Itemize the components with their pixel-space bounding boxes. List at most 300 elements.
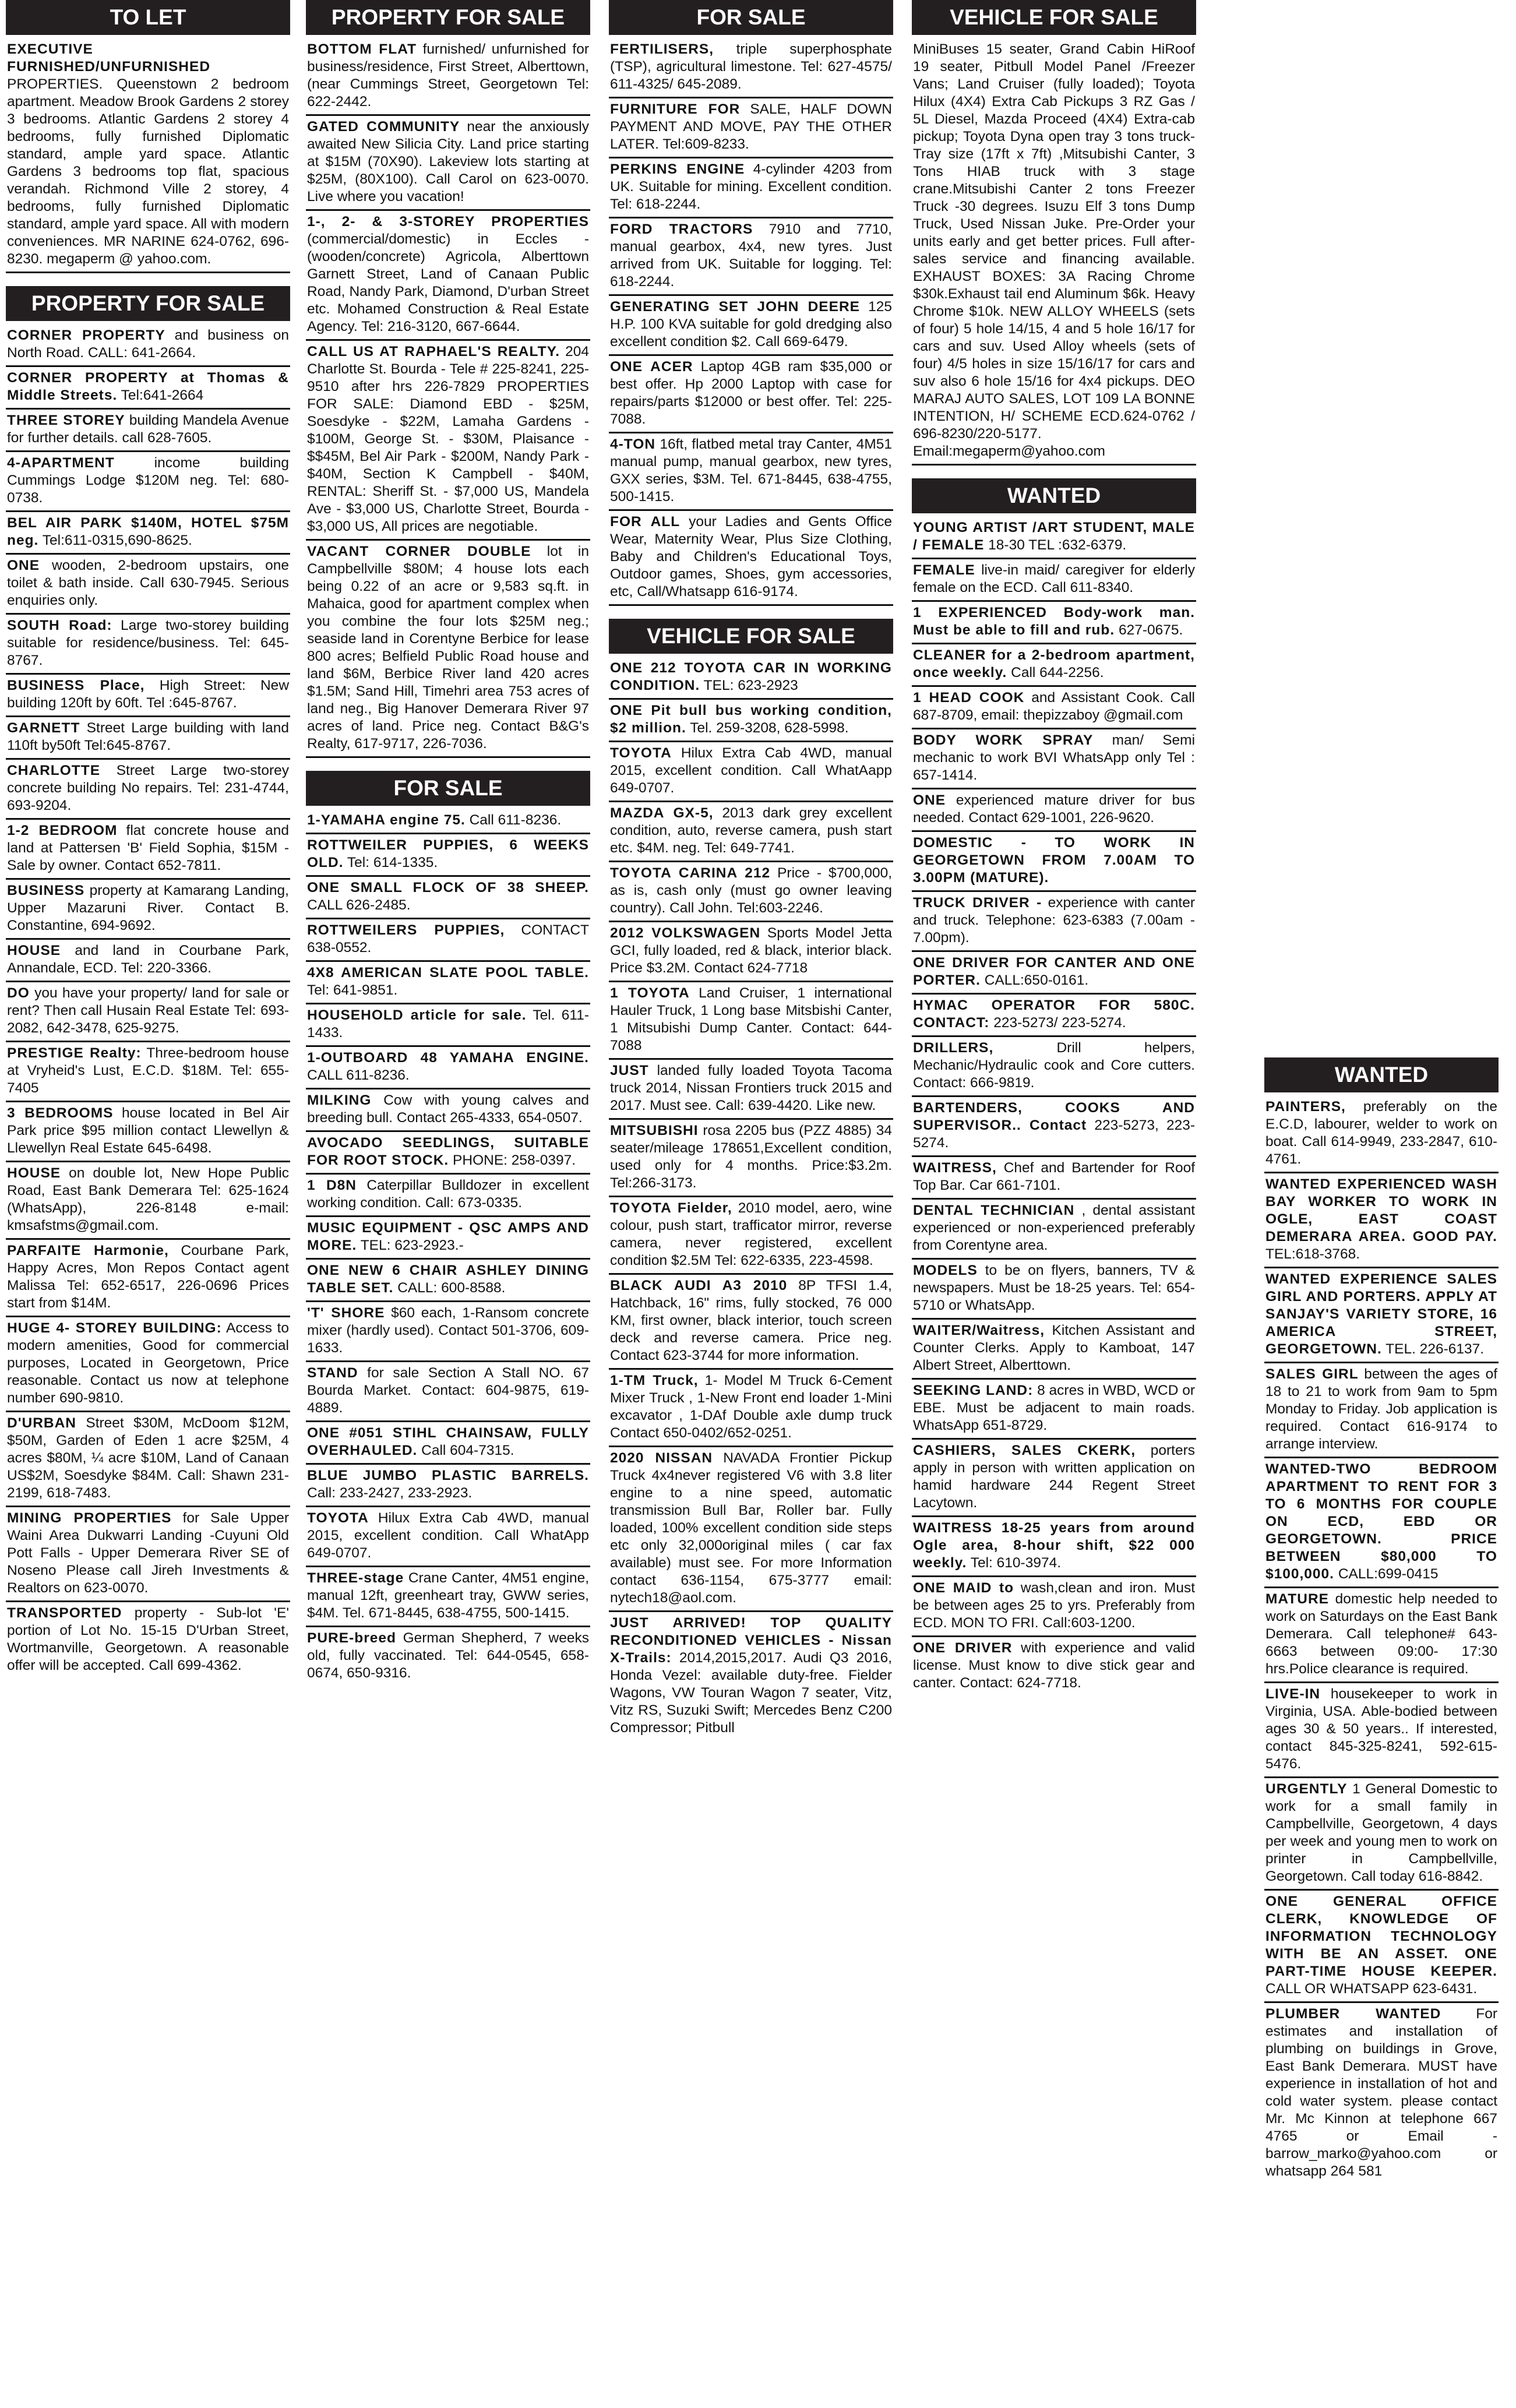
section-heading: PROPERTY FOR SALE bbox=[306, 0, 590, 35]
ad-text: live-in maid/ caregiver for elderly female on the ECD. Call 611-8340. bbox=[913, 562, 1195, 595]
ad-lead: CASHIERS, SALES CKERK, bbox=[913, 1443, 1136, 1458]
ad-lead: MITSUBISHI bbox=[610, 1123, 699, 1138]
classified-ad bbox=[6, 1605, 290, 1678]
section-gap bbox=[306, 760, 590, 771]
ad-text: Price - $700,000, as is, cash only (must go owner leaving country). Call John. Tel:603-2246. bbox=[610, 865, 893, 916]
ad-text: 8 acres in WBD, WCD or EBE. Must be adjacent to main roads. WhatsApp 651-8729. bbox=[913, 1383, 1196, 1433]
ad-text: For estimates and installation of plumbing on buildings in Grove, East Bank Demerara. MUST have experience in installation of hot and cold water system. please contact Mr. Mc Kinnon at telephone 667 4765 or Email - barrow_marko@yahoo.com or whatsapp 264 581 bbox=[1265, 2006, 1498, 2179]
ad-lead: URGENTLY bbox=[1265, 1781, 1348, 1797]
classified-ad bbox=[306, 1092, 590, 1132]
ad-text: High Street: New building 120ft by 60ft. Tel :645-8767. bbox=[7, 678, 290, 711]
ad-lead: BEL AIR PARK $140M, HOTEL $75M neg. bbox=[7, 515, 289, 548]
ad-text: Call 604-7315. bbox=[421, 1443, 514, 1458]
ad-lead: ONE Pit bull bus working condition, $2 million. bbox=[610, 703, 892, 736]
ad-text: 2013 dark grey excellent condition, auto, reverse camera, push start etc. $4M. neg. Tel: 649-7741. bbox=[610, 805, 893, 856]
ad-text: Kitchen Assistant and Counter Clerks. Apply to Kamboat, 147 Albert Street, Alberttown. bbox=[913, 1323, 1195, 1373]
ad-lead: GENERATING SET JOHN DEERE bbox=[610, 299, 860, 315]
ad-text: Drill helpers, Mechanic/Hydraulic cook and Core cutters. Contact: 666-9819. bbox=[913, 1040, 1195, 1091]
column-3 bbox=[609, 0, 893, 1743]
classified-ad bbox=[306, 1510, 590, 1567]
ad-lead: GARNETT bbox=[7, 720, 80, 736]
classified-ad bbox=[6, 454, 290, 512]
ad-lead: TRUCK DRIVER - bbox=[913, 895, 1042, 911]
ad-text: 1 General Domestic to work for a small family in Campbellville, Georgetown, 4 days per week and young men to work on printer in Campbellville, Georgetown. Call today 616-8842. bbox=[1265, 1781, 1497, 1884]
ad-text: CALL 626-2485. bbox=[307, 897, 411, 913]
ad-lead: TOYOTA bbox=[610, 745, 672, 761]
ad-text: TEL:618-3768. bbox=[1265, 1246, 1360, 1262]
classified-ad bbox=[6, 720, 290, 760]
ad-lead: 4-APARTMENT bbox=[7, 455, 115, 471]
classified-ad bbox=[6, 1165, 290, 1240]
classified-ad bbox=[609, 101, 893, 158]
classified-ad bbox=[912, 41, 1196, 466]
ad-lead: HOUSE bbox=[7, 943, 61, 958]
ad-lead: ONE ACER bbox=[610, 359, 693, 375]
classified-ad bbox=[6, 617, 290, 675]
ad-text: wooden, 2-bedroom upstairs, one toilet & bath inside. Call 630-7945. Serious enquiries only. bbox=[7, 558, 290, 608]
ad-lead: EXECUTIVE FURNISHED/UNFURNISHED bbox=[7, 41, 211, 75]
classified-ad bbox=[6, 1105, 290, 1162]
classified-ad bbox=[306, 812, 590, 834]
classified-ad bbox=[6, 327, 290, 367]
ad-lead: ROTTWEILERS PUPPIES, bbox=[307, 922, 505, 938]
ad-lead: 4X8 AMERICAN SLATE POOL TABLE. bbox=[307, 965, 589, 981]
ad-text: CALL:650-0161. bbox=[984, 972, 1089, 988]
ad-lead: 'T' SHORE bbox=[307, 1305, 385, 1321]
classified-ad bbox=[6, 557, 290, 615]
ad-lead: LIVE-IN bbox=[1265, 1686, 1321, 1702]
ad-lead: DRILLERS, bbox=[913, 1040, 994, 1056]
ad-text: 2014,2015,2017. Audi Q3 2016, Honda Vezel: available duty-free. Fielder Wagons, VW Touran Wagon 7 seater, Vitz, Vitz RS, Suzuki Swift; Mercedes Benz C200 Compressor; Pitbull bbox=[610, 1650, 893, 1736]
section-heading: VEHICLE FOR SALE bbox=[912, 0, 1196, 35]
classified-ad bbox=[912, 1159, 1196, 1200]
ad-lead: ONE 212 TOYOTA CAR IN WORKING CONDITION. bbox=[610, 660, 892, 693]
ad-text: Street Large building with land 110ft by50ft Tel:645-8767. bbox=[7, 720, 289, 753]
classified-ad bbox=[306, 1262, 590, 1302]
ad-lead: FERTILISERS, bbox=[610, 41, 714, 57]
classified-ad bbox=[306, 213, 590, 341]
ad-lead: 2012 VOLKSWAGEN bbox=[610, 925, 761, 941]
ad-lead: SEEKING LAND: bbox=[913, 1383, 1034, 1398]
ad-text: Tel. 259-3208, 628-5998. bbox=[690, 720, 849, 736]
ad-text: Chef and Bartender for Roof Top Bar. Car 661-7101. bbox=[913, 1160, 1195, 1193]
ad-text: 16ft, flatbed metal tray Canter, 4M51 manual pump, manual gearbox, new tyres, GXX series, $3M. Tel. 671-8445, 638-4755, 500-1415. bbox=[610, 436, 892, 505]
classified-ad bbox=[306, 1219, 590, 1260]
ad-text: porters apply in person with written application on hamid hardware 244 Regent Street Lacytown. bbox=[913, 1443, 1195, 1511]
classified-ad bbox=[609, 702, 893, 742]
ad-text: with experience and valid license. Must know to dive stick gear and canter. Contact: 624-7718. bbox=[913, 1640, 1195, 1691]
ad-lead: THREE-stage bbox=[307, 1570, 404, 1586]
classified-ad bbox=[306, 543, 590, 758]
ad-text: Laptop 4GB ram $35,000 or best offer. Hp 2000 Laptop with case for repairs/parts $12000 or best offer. Tel: 225-7088. bbox=[610, 359, 892, 427]
ad-text: 7910 and 7710, manual gearbox, 4x4, new tyres. Just arrived from UK. Suitable for logging. Tel: 618-2244. bbox=[610, 221, 892, 290]
classified-ad bbox=[306, 41, 590, 116]
ad-text: Tel:611-0315,690-8625. bbox=[42, 533, 192, 548]
ad-lead: MAZDA GX-5, bbox=[610, 805, 714, 821]
classified-ad bbox=[6, 822, 290, 880]
classified-ad bbox=[912, 689, 1196, 729]
ad-lead: DENTAL TECHNICIAN bbox=[913, 1203, 1075, 1218]
ad-lead: TOYOTA CARINA 212 bbox=[610, 865, 771, 881]
ad-text: Street $30M, McDoom $12M, $50M, Garden of Eden 1 acre $25M, 4 acres $80M, ¼ acre $10M, Land of Canaan US$2M, Soesdyke $84M. Call: Shawn 231-2199, 618-7483. bbox=[7, 1415, 289, 1501]
ad-lead: CORNER PROPERTY at Thomas & Middle Streets. bbox=[7, 370, 289, 403]
classified-ad bbox=[609, 1062, 893, 1120]
section-gap bbox=[6, 276, 290, 286]
ad-text: Tel. 611-1433. bbox=[307, 1007, 589, 1041]
section-gap bbox=[912, 468, 1196, 478]
ad-text: experienced mature driver for bus needed. Contact 629-1001, 226-9620. bbox=[913, 792, 1195, 826]
ad-text: Hilux Extra Cab 4WD, manual 2015, excellent condition. Call WhatAapp 649-0707. bbox=[610, 745, 892, 796]
ad-lead: SALES GIRL bbox=[1265, 1366, 1359, 1382]
ad-text: housekeeper to work in Virginia, USA. Able-bodied between ages 30 & 50 years.. If interested, contact 845-325-8241, 592-615-5476. bbox=[1265, 1686, 1497, 1772]
ad-lead: CORNER PROPERTY bbox=[7, 327, 165, 343]
ad-text: , dental assistant experienced or non-experienced preferably from Corentyne area. bbox=[913, 1203, 1196, 1253]
ad-lead: ONE bbox=[7, 558, 40, 573]
ad-lead: WAITER/Waitress, bbox=[913, 1323, 1045, 1338]
ad-lead: DOMESTIC - TO WORK IN GEORGETOWN FROM 7.00AM TO 3.00PM (MATURE). bbox=[913, 835, 1195, 886]
ad-lead: HOUSE bbox=[7, 1165, 61, 1181]
ad-lead: FEMALE bbox=[913, 562, 975, 578]
classified-ad bbox=[306, 1467, 590, 1507]
classified-ad bbox=[609, 358, 893, 433]
ad-text: near the anxiously awaited New Silicia City. Land price starting at $15M (70X90). Lakeview lots starting at $25M, (80X100). Call Carol on 623-0070. Live where you vacation! bbox=[307, 119, 589, 205]
classified-ad bbox=[609, 745, 893, 802]
ad-lead: MATURE bbox=[1265, 1591, 1329, 1607]
ad-text: CALL OR WHATSAPP 623-6431. bbox=[1265, 1981, 1478, 1997]
ad-lead: WANTED EXPERIENCED WASH BAY WORKER TO WORK IN OGLE, EAST COAST DEMERARA AREA. GOOD PAY. bbox=[1265, 1176, 1497, 1244]
classified-ad bbox=[6, 1045, 290, 1102]
classified-ad bbox=[609, 161, 893, 218]
ad-lead: 1 EXPERIENCED Body-work man. Must be able to fill and rub. bbox=[913, 605, 1195, 638]
ad-text: 8P TFSI 1.4, Hatchback, 16" rims, fully stocked, 76 000 KM, first owner, black interior, touch screen deck and reverse camera. Price neg. Contact 623-3744 for more information. bbox=[610, 1278, 892, 1363]
ad-text: 125 H.P. 100 KVA suitable for gold dredging also excellent condition $2. Call 669-6479. bbox=[610, 299, 893, 350]
ad-lead: 1-, 2- & 3-STOREY PROPERTIES bbox=[307, 214, 589, 230]
ad-lead: BUSINESS bbox=[7, 883, 85, 898]
classified-ad bbox=[306, 1425, 590, 1465]
classified-ad bbox=[1264, 1461, 1499, 1588]
ad-lead: TOYOTA bbox=[307, 1510, 369, 1526]
ad-lead: PLUMBER WANTED bbox=[1265, 2006, 1441, 2022]
classified-ad bbox=[609, 221, 893, 296]
ad-text: PHONE: 258-0397. bbox=[453, 1152, 576, 1168]
ad-lead: WAITRESS 18-25 years from around Ogle area, 8-hour shift, $22 000 weekly. bbox=[913, 1520, 1195, 1571]
classified-ad bbox=[1264, 1781, 1499, 1891]
column-5 bbox=[1264, 1057, 1499, 2186]
classified-ad bbox=[306, 922, 590, 962]
ad-lead: HYMAC OPERATOR FOR 580C. CONTACT: bbox=[913, 997, 1195, 1031]
ad-lead: BUSINESS Place, bbox=[7, 678, 145, 693]
ad-text: you have your property/ land for sale or rent? Then call Husain Real Estate Tel: 693-2082, 642-3478, 625-9275. bbox=[7, 985, 290, 1036]
section-heading: FOR SALE bbox=[609, 0, 893, 35]
classified-ad bbox=[6, 369, 290, 410]
ad-text: Cow with young calves and breeding bull. Contact 265-4333, 654-0507. bbox=[307, 1092, 589, 1126]
ad-text: 2010 model, aero, wine colour, push start, trafficator mirror, reverse camera, never registered, excellent condition $2.5M Tel: 622-6335, 223-4598. bbox=[610, 1200, 892, 1268]
ad-text: Tel:641-2664 bbox=[121, 387, 204, 403]
classified-ad bbox=[609, 1277, 893, 1370]
classified-ad bbox=[912, 1442, 1196, 1517]
ad-lead: WANTED EXPERIENCE SALES GIRL AND PORTERS. APPLY AT SANJAY'S VARIETY STORE, 16 AMERICA STREET, GEORGETOWN. bbox=[1265, 1271, 1497, 1357]
ad-lead: ONE bbox=[913, 792, 946, 808]
classified-ad bbox=[1264, 1271, 1499, 1363]
classified-ad bbox=[6, 677, 290, 717]
ad-text: Three-bedroom house at Vryheid's Lust, E.C.D. $18M. Tel: 655-7405 bbox=[7, 1045, 289, 1096]
ad-text: Tel: 610-3974. bbox=[970, 1555, 1062, 1571]
classified-ad bbox=[912, 894, 1196, 952]
ad-text: CONTACT 638-0552. bbox=[307, 922, 589, 956]
classified-ad bbox=[306, 118, 590, 211]
ad-lead: 1-YAMAHA engine 75. bbox=[307, 812, 466, 828]
classified-ad bbox=[912, 997, 1196, 1037]
section-heading: PROPERTY FOR SALE bbox=[6, 286, 290, 321]
classified-ad bbox=[912, 1322, 1196, 1380]
ad-text: Tel: 614-1335. bbox=[347, 855, 438, 870]
classified-ad bbox=[609, 298, 893, 356]
ad-text: lot in Campbellville $80M; 4 house lots each being 0.22 of an acre or 9,583 sq.ft. in Mahaica, good for apartment complex when you combine the four lots $25M neg.; seaside land in Corentyne Berbice for lease 800 acres; Belfield Public Road house and land $6M, Berbice River land 420 acres $1.5M; Sand Hill, Timehri area 753 acres of land neg., Big Hanover Demerara River 97 acres of land. Price neg. Contact B&G's Realty, 617-9717, 226-7036. bbox=[307, 544, 589, 752]
ad-lead: 1 D8N bbox=[307, 1177, 357, 1193]
ad-lead: D'URBAN bbox=[7, 1415, 76, 1431]
ad-lead: ONE DRIVER FOR CANTER AND ONE PORTER. bbox=[913, 955, 1195, 988]
ad-lead: MUSIC EQUIPMENT - QSC AMPS AND MORE. bbox=[307, 1220, 589, 1253]
classified-ad bbox=[1264, 2005, 1499, 2184]
classified-ad bbox=[609, 660, 893, 700]
ad-text: flat concrete house and land at Pattersen 'B' Field Sophia, $15M - Sale by owner. Contact 652-7811. bbox=[7, 823, 290, 873]
ad-text: between the ages of 18 to 21 to work from 9am to 5pm Monday to Friday. Job application is required. Contact 616-9174 to arrange interview. bbox=[1265, 1366, 1498, 1452]
column-2 bbox=[306, 0, 590, 1688]
ad-lead: 1 HEAD COOK bbox=[913, 690, 1025, 706]
classified-ad bbox=[6, 942, 290, 982]
ad-text: your Ladies and Gents Office Wear, Maternity Wear, Plus Size Clothing, Baby and Children's Educational Toys, Outdoor games, Shoes, gym accessories, etc, Call/Whatsapp 616-9174. bbox=[610, 514, 892, 600]
ad-lead: DO bbox=[7, 985, 30, 1001]
classified-ad bbox=[609, 1122, 893, 1197]
classified-ad bbox=[609, 1372, 893, 1447]
ad-text: for sale Section A Stall NO. 67 Bourda Market. Contact: 604-9875, 619-4889. bbox=[307, 1365, 590, 1416]
column-1 bbox=[6, 0, 290, 1680]
classified-ad bbox=[912, 732, 1196, 789]
ad-text: 204 Charlotte St. Bourda - Tele # 225-8241, 225-9510 after hrs 226-7829 PROPERTIES FOR SALE: Diamond EBD - $25M, Soesdyke - $22M, Lamaha Gardens - $100M, George St. - $30M, Plaisance - $$45M, Bel Air Park - $200M, Nandy Park - $40M, Section K Campbell - $40M, RENTAL: Sheriff St. - $7,000 US, Mandela Ave - $3,000 US, Charlotte Street, Bourda - $3,000 US, All prices are negotiable. bbox=[307, 344, 590, 534]
ad-text: landed fully loaded Toyota Tacoma truck 2014, Nissan Frontiers truck 2015 and 2017. Must see. Call: 639-4420. Like new. bbox=[610, 1063, 892, 1113]
ad-text: Caterpillar Bulldozer in excellent working condition. Call: 673-0335. bbox=[307, 1177, 589, 1211]
ad-lead: BLACK AUDI A3 2010 bbox=[610, 1278, 788, 1293]
ad-lead: PARFAITE Harmonie, bbox=[7, 1243, 169, 1258]
ad-lead: 1-OUTBOARD 48 YAMAHA ENGINE. bbox=[307, 1050, 589, 1066]
classified-ad bbox=[912, 562, 1196, 602]
ad-text: TEL: 623-2923 bbox=[703, 678, 798, 693]
ad-lead: ONE GENERAL OFFICE CLERK, KNOWLEDGE OF INFORMATION TECHNOLOGY WITH BE AN ASSET. ONE PART-TIME HOUSE KEEPER. bbox=[1265, 1894, 1497, 1979]
ad-lead: TRANSPORTED bbox=[7, 1605, 122, 1621]
classified-ad bbox=[609, 41, 893, 98]
ad-lead: ONE NEW 6 CHAIR ASHLEY DINING TABLE SET. bbox=[307, 1263, 589, 1296]
ad-text: Call: 233-2427, 233-2923. bbox=[307, 1485, 473, 1501]
classified-ad bbox=[306, 964, 590, 1004]
ad-text: for Sale Upper Waini Area Dukwarri Landing -Cuyuni Old Pott Falls - Upper Demerara River SE of Noseno Please call Jireh Investments & Realtors on 623-0070. bbox=[7, 1510, 289, 1596]
classified-ad bbox=[912, 1099, 1196, 1157]
ad-lead: TOYOTA Fielder, bbox=[610, 1200, 732, 1216]
classified-ad bbox=[6, 1242, 290, 1317]
ad-text: TEL: 623-2923.- bbox=[360, 1238, 464, 1253]
ad-lead: PERKINS ENGINE bbox=[610, 161, 745, 177]
ad-lead: ONE SMALL FLOCK OF 38 SHEEP. bbox=[307, 880, 589, 895]
section-heading: VEHICLE FOR SALE bbox=[609, 619, 893, 654]
ad-lead: MINING PROPERTIES bbox=[7, 1510, 172, 1526]
ad-text: and land in Courbane Park, Annandale, ECD. Tel: 220-3366. bbox=[7, 943, 289, 976]
classified-ad bbox=[1264, 1366, 1499, 1458]
ad-lead: STAND bbox=[307, 1365, 358, 1381]
classified-ad bbox=[6, 412, 290, 452]
classified-ad bbox=[912, 834, 1196, 892]
ad-text: Call 611-8236. bbox=[469, 812, 562, 828]
ad-text: (commercial/domestic) in Eccles - (wooden/concrete) Agricola, Alberttown Garnett Street, Land of Canaan Public Road, Nandy Park, Diamond, D'urban Street etc. Mohamed Construction & Real Estate Agency. Tel: 216-3120, 667-6644. bbox=[307, 231, 589, 334]
ad-text: experience with canter and truck. Telephone: 623-6383 (7.00am - 7.00pm). bbox=[913, 895, 1195, 946]
ad-text: PROPERTIES. Queenstown 2 bedroom apartment. Meadow Brook Gardens 2 storey 3 bedrooms. Atlantic Gardens 2 storey 4 bedrooms, fully furnished Diplomatic standard, ample yard space. Atlantic Gardens 3 bedrooms top flat, spacious verandah. Richmond Ville 2 storey, 4 bedrooms, fully furnished Diplomatic standard, ample yard space. All with modern conveniences. MR NARINE 624-0762, 696-8230. megaperm @ yahoo.com. bbox=[7, 76, 289, 267]
ad-lead: THREE STOREY bbox=[7, 413, 125, 428]
classified-ad bbox=[306, 1365, 590, 1422]
ad-lead: HUGE 4- STOREY BUILDING: bbox=[7, 1320, 222, 1336]
classified-ad bbox=[912, 519, 1196, 559]
ad-lead: 4-TON bbox=[610, 436, 656, 452]
classified-ad bbox=[912, 1202, 1196, 1260]
ad-text: NAVADA Frontier Pickup Truck 4x4never registered V6 with 3.8 liter engine to a nine speed, automatic transmission Bull Bar, Roller bar. Fully loaded, 100% excellent condition side steps etc only 32,000original miles ( car fax available) must see. For more Information contact 636-1154, 675-3777 email: nytech18@aol.com. bbox=[610, 1450, 892, 1606]
classified-ad bbox=[912, 1382, 1196, 1440]
classified-ad bbox=[1264, 1591, 1499, 1683]
ad-text: Large two-storey building suitable for residence/business. Tel: 645-8767. bbox=[7, 618, 290, 668]
section-heading: WANTED bbox=[912, 478, 1196, 513]
ad-text: Land Cruiser, 1 international Hauler Truck, 1 Long base Mitsbishi Canter, 1 Mitsubishi Dump Canter. Contact: 644-7088 bbox=[610, 985, 892, 1053]
ad-text: SALE, HALF DOWN PAYMENT AND MOVE, PAY THE OTHER LATER. Tel:609-8233. bbox=[610, 101, 892, 152]
classified-ad bbox=[1264, 1686, 1499, 1778]
ad-text: triple superphosphate (TSP), agricultural limestone. Tel: 627-4575/ 611-4325/ 645-2089. bbox=[610, 41, 892, 92]
classified-ad bbox=[6, 1320, 290, 1412]
ad-lead: WAITRESS, bbox=[913, 1160, 997, 1176]
column-4 bbox=[912, 0, 1196, 1698]
ad-lead: BODY WORK SPRAY bbox=[913, 732, 1094, 748]
classified-ad bbox=[306, 837, 590, 877]
section-heading: FOR SALE bbox=[306, 771, 590, 806]
classified-ad bbox=[609, 805, 893, 862]
ad-lead: 1-TM Truck, bbox=[610, 1373, 699, 1388]
classified-ad bbox=[6, 514, 290, 555]
ad-text: Tel: 641-9851. bbox=[307, 982, 398, 998]
ad-lead: YOUNG ARTIST /ART STUDENT, MALE / FEMALE bbox=[913, 520, 1195, 553]
ad-lead: PAINTERS, bbox=[1265, 1099, 1346, 1115]
ad-text: rosa 2205 bus (PZZ 4885) 34 seater/mileage 178651,Excellent condition, used only for 4 months. Price:$3.2m. Tel:266-3173. bbox=[610, 1123, 893, 1191]
ad-lead: ROTTWEILER PUPPIES, 6 WEEKS OLD. bbox=[307, 837, 589, 870]
classified-ad bbox=[912, 604, 1196, 644]
ad-lead: FURNITURE FOR bbox=[610, 101, 741, 117]
ad-text: and Assistant Cook. Call 687-8709, email: thepizzaboy @gmail.com bbox=[913, 690, 1195, 723]
ad-text: Crane Canter, 4M51 engine, manual 12ft, greenheart tray, GWW series, $4M. Tel. 671-8445, 638-4755, 500-1415. bbox=[307, 1570, 589, 1621]
ad-text: wash,clean and iron. Must be between ages 25 to yrs. Preferably from ECD. MON TO FRI. Call:603-1200. bbox=[913, 1580, 1195, 1631]
ad-text: and business on North Road. CALL: 641-2664. bbox=[7, 327, 289, 361]
ad-lead: BOTTOM FLAT bbox=[307, 41, 417, 57]
classified-ad bbox=[912, 792, 1196, 832]
classified-ad bbox=[306, 1570, 590, 1627]
ad-lead: CALL US AT RAPHAEL'S REALTY. bbox=[307, 344, 560, 359]
ad-text: TEL. 226-6137. bbox=[1385, 1341, 1485, 1357]
classified-ad bbox=[306, 1177, 590, 1217]
classified-ad bbox=[912, 1039, 1196, 1097]
ad-text: Hilux Extra Cab 4WD, manual 2015, excellent condition. Call WhatApp 649-0707. bbox=[307, 1510, 589, 1561]
classified-ad bbox=[912, 1519, 1196, 1577]
ad-text: 1- Model M Truck 6-Cement Mixer Truck , 1-New Front end loader 1-Mini excavator , 1-DAf Double axle dump truck Contact 650-0402/652-0251. bbox=[610, 1373, 892, 1441]
section-gap bbox=[609, 608, 893, 619]
ad-lead: 1-2 BEDROOM bbox=[7, 823, 118, 838]
ad-lead: ONE DRIVER bbox=[913, 1640, 1013, 1656]
classified-ad bbox=[6, 1415, 290, 1507]
ad-text: 4-cylinder 4203 from UK. Suitable for mining. Excellent condition. Tel: 618-2244. bbox=[610, 161, 892, 212]
ad-text: Call 644-2256. bbox=[1011, 665, 1104, 681]
ad-lead: FORD TRACTORS bbox=[610, 221, 753, 237]
ad-text: Sports Model Jetta GCI, fully loaded, red & black, interior black. Price $3.2M. Contact 624-7718 bbox=[610, 925, 892, 976]
ad-lead: PRESTIGE Realty: bbox=[7, 1045, 142, 1061]
classified-ad bbox=[912, 1262, 1196, 1320]
ad-text: property - Sub-lot 'E' portion of Lot No. 15-15 D'Urban Street, Wortmanville, Georgetown. A reasonable offer will be accepted. Call 699-4362. bbox=[7, 1605, 290, 1673]
classified-ad bbox=[609, 436, 893, 511]
classified-ad bbox=[6, 1510, 290, 1602]
classified-ad bbox=[1264, 1098, 1499, 1173]
ad-lead: JUST bbox=[610, 1063, 649, 1078]
classified-ad bbox=[912, 647, 1196, 687]
classified-ad bbox=[306, 1630, 590, 1686]
ad-lead: CLEANER for a 2-bedroom apartment, once weekly. bbox=[913, 647, 1195, 681]
ad-text: 223-5273/ 223-5274. bbox=[993, 1015, 1126, 1031]
classified-ad bbox=[6, 985, 290, 1042]
ad-lead: 2020 NISSAN bbox=[610, 1450, 713, 1466]
ad-text: 223-5273, 223-5274. bbox=[913, 1117, 1195, 1151]
ad-text: furnished/ unfurnished for business/residence, First Street, Alberttown, (near Cummings Street, Georgetown Tel: 622-2442. bbox=[307, 41, 589, 110]
classified-ad bbox=[306, 1007, 590, 1047]
classified-ad bbox=[609, 925, 893, 982]
classified-ad bbox=[306, 343, 590, 541]
ad-text: CALL: 600-8588. bbox=[397, 1280, 506, 1296]
classified-ad bbox=[306, 879, 590, 919]
classified-ad bbox=[609, 1614, 893, 1740]
ad-text: preferably on the E.C.D, labourer, welder to work on boat. Call 614-9949, 233-2847, 610-4761. bbox=[1265, 1099, 1497, 1167]
ad-text: 627-0675. bbox=[1118, 622, 1183, 638]
classified-ad bbox=[1264, 1176, 1499, 1268]
classified-ad bbox=[609, 1200, 893, 1275]
ad-lead: HOUSEHOLD article for sale. bbox=[307, 1007, 527, 1023]
classified-ad bbox=[306, 1049, 590, 1090]
ad-text: 18-30 TEL :632-6379. bbox=[988, 537, 1127, 553]
ad-text: income building Cummings Lodge $120M neg. Tel: 680-0738. bbox=[7, 455, 290, 506]
ad-lead: MILKING bbox=[307, 1092, 372, 1108]
ad-lead: BLUE JUMBO PLASTIC BARRELS. bbox=[307, 1468, 589, 1483]
classified-ad bbox=[306, 1134, 590, 1175]
ad-text: to be on flyers, banners, TV & newspapers. Must be 18-25 years. Tel: 654-5710 or WhatsApp. bbox=[913, 1263, 1196, 1313]
classified-ad bbox=[1264, 1893, 1499, 2003]
ad-lead: 1 TOYOTA bbox=[610, 985, 690, 1001]
ad-lead: PURE-breed bbox=[307, 1630, 396, 1646]
ad-text: house located in Bel Air Park price $95 million contact Llewellyn & Llewellyn Real Estate 645-6498. bbox=[7, 1105, 289, 1156]
ad-lead: JUST ARRIVED! TOP QUALITY RECONDITIONED VEHICLES - Nissan X-Trails: bbox=[610, 1615, 892, 1666]
ad-lead: AVOCADO SEEDLINGS, SUITABLE FOR ROOT STOCK. bbox=[307, 1135, 589, 1168]
classified-ad bbox=[609, 1450, 893, 1612]
classified-ad bbox=[912, 1640, 1196, 1695]
classified-ad bbox=[6, 41, 290, 273]
section-heading: TO LET bbox=[6, 0, 290, 35]
ad-lead: VACANT CORNER DOUBLE bbox=[307, 544, 531, 559]
ad-lead: GATED COMMUNITY bbox=[307, 119, 460, 135]
ad-text: building Mandela Avenue for further details. call 628-7605. bbox=[7, 413, 289, 446]
ad-lead: BARTENDERS, COOKS AND SUPERVISOR.. Contact bbox=[913, 1100, 1195, 1133]
classified-ad bbox=[6, 762, 290, 820]
ad-lead: ONE MAID to bbox=[913, 1580, 1014, 1596]
ad-text: man/ Semi mechanic to work BVI WhatsApp only Tel : 657-1414. bbox=[913, 732, 1196, 783]
ad-lead: ONE #051 STIHL CHAINSAW, FULLY OVERHAULED. bbox=[307, 1425, 589, 1458]
classified-ad bbox=[609, 513, 893, 606]
ad-text: Street Large two-storey concrete building No repairs. Tel: 231-4744, 693-9204. bbox=[7, 763, 289, 813]
ad-lead: SOUTH Road: bbox=[7, 618, 112, 633]
